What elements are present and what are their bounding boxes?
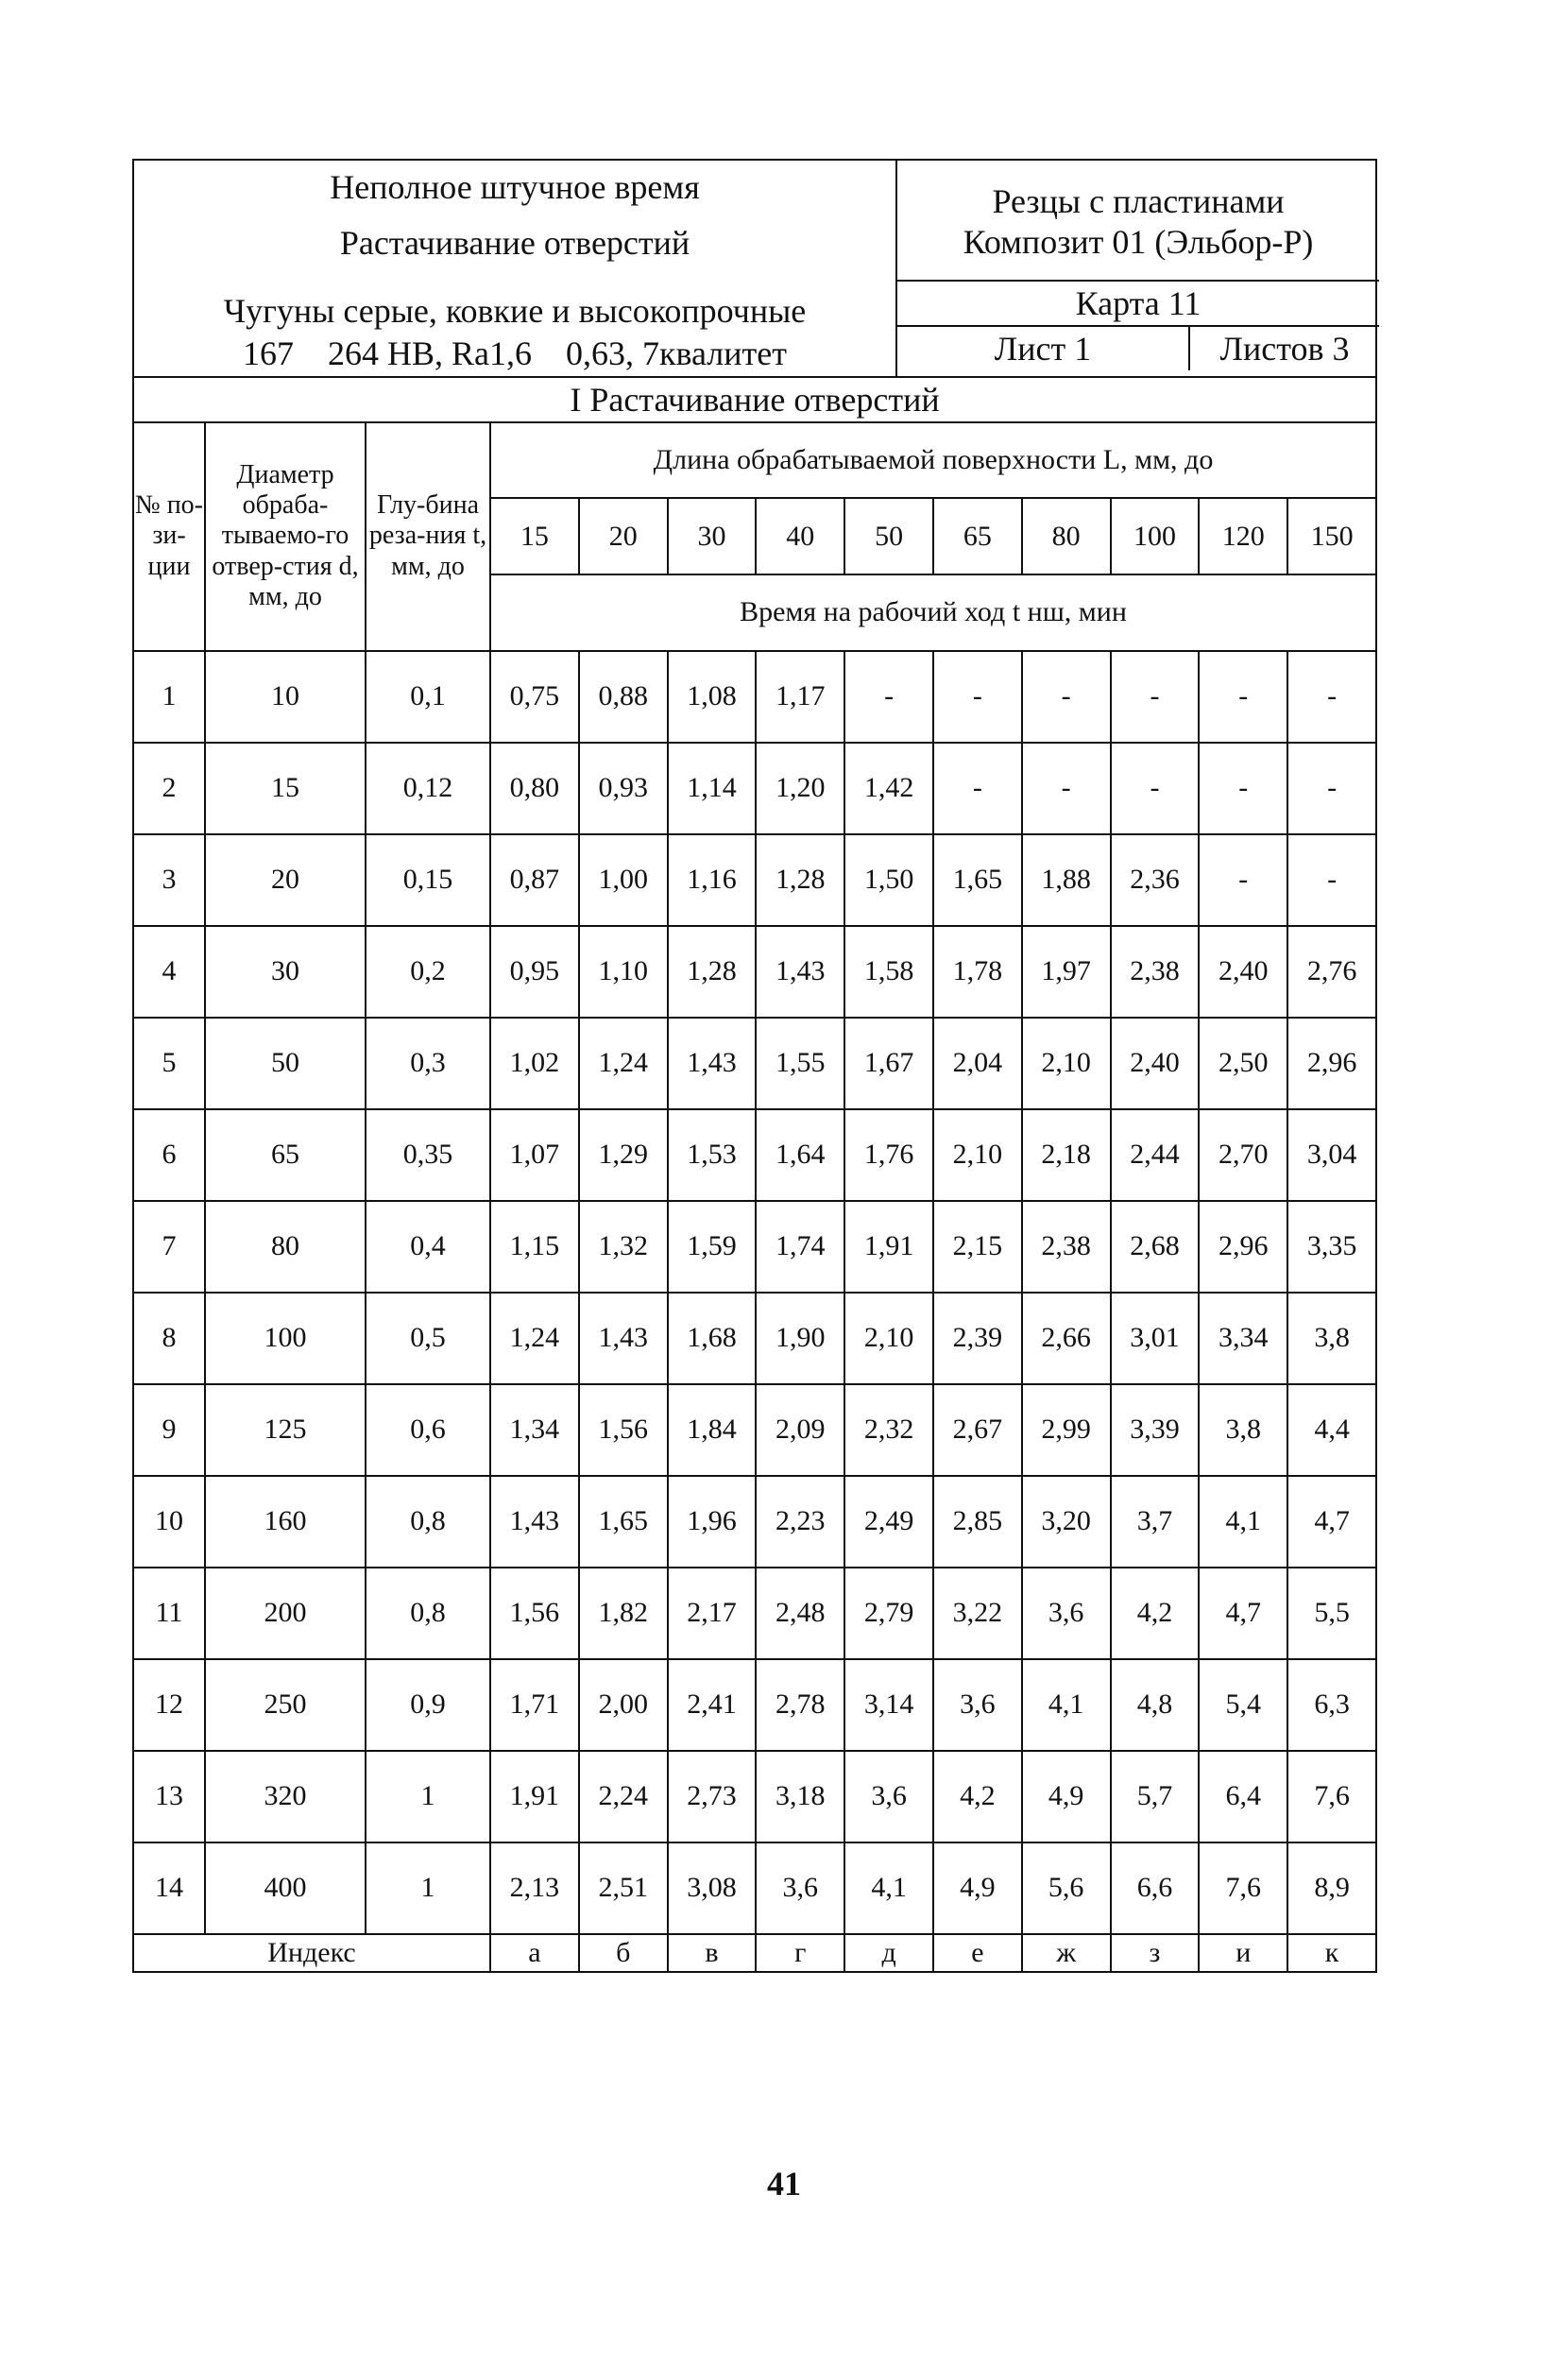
time-cell: 2,68	[1111, 1201, 1200, 1293]
time-cell: 1,65	[933, 834, 1022, 926]
title-block	[132, 159, 1377, 376]
diameter-cell: 15	[205, 743, 366, 834]
title-right	[897, 161, 1379, 376]
time-header: Время на рабочий ход t нш, мин	[490, 574, 1376, 651]
time-cell: 2,13	[490, 1842, 579, 1934]
diameter-cell: 50	[205, 1018, 366, 1109]
time-cell: 1,55	[756, 1018, 844, 1109]
time-cell: 2,96	[1287, 1018, 1376, 1109]
position-cell: 2	[133, 743, 205, 834]
time-cell: 0,95	[490, 926, 579, 1018]
index-letter: ж	[1022, 1934, 1111, 1972]
title-left	[134, 161, 897, 376]
time-cell: -	[1022, 743, 1111, 834]
time-cell: 1,42	[844, 743, 933, 834]
time-cell: 2,99	[1022, 1384, 1111, 1476]
index-letter: в	[668, 1934, 757, 1972]
position-cell: 4	[133, 926, 205, 1018]
time-cell: 1,64	[756, 1109, 844, 1201]
time-cell: -	[1199, 743, 1287, 834]
depth-cell: 0,3	[366, 1018, 490, 1109]
hardness-line: 167 264 HB, Ra1,6 0,63, 7квалитет	[243, 334, 787, 373]
time-cell: 2,00	[579, 1659, 668, 1751]
tool-line-1: Резцы с пластинами	[992, 182, 1285, 220]
time-cell: 1,28	[756, 834, 844, 926]
diameter-cell: 200	[205, 1568, 366, 1659]
time-cell: -	[933, 743, 1022, 834]
index-letter: з	[1111, 1934, 1200, 1972]
table-row	[133, 926, 1376, 1018]
time-cell: 2,15	[933, 1201, 1022, 1293]
length-cell: 15	[490, 498, 579, 574]
time-cell: 2,51	[579, 1842, 668, 1934]
position-cell: 14	[133, 1842, 205, 1934]
time-cell: -	[1287, 651, 1376, 743]
index-letter: е	[933, 1934, 1022, 1972]
time-cell: 0,75	[490, 651, 579, 743]
table-row	[133, 651, 1376, 743]
time-cell: 1,24	[579, 1018, 668, 1109]
depth-cell: 0,5	[366, 1293, 490, 1384]
time-cell: 1,59	[668, 1201, 757, 1293]
time-cell: 3,35	[1287, 1201, 1376, 1293]
time-cell: 0,87	[490, 834, 579, 926]
time-cell: 3,8	[1199, 1384, 1287, 1476]
time-cell: 0,88	[579, 651, 668, 743]
length-cell: 50	[844, 498, 933, 574]
position-cell: 9	[133, 1384, 205, 1476]
length-cell: 120	[1199, 498, 1287, 574]
time-cell: 1,74	[756, 1201, 844, 1293]
time-cell: 2,10	[844, 1293, 933, 1384]
section-title: I Растачивание отверстий	[132, 376, 1377, 421]
time-cell: 2,18	[1022, 1109, 1111, 1201]
time-cell: 3,6	[844, 1751, 933, 1842]
depth-cell: 0,8	[366, 1476, 490, 1568]
time-cell: 1,43	[490, 1476, 579, 1568]
time-cell: 1,43	[756, 926, 844, 1018]
time-cell: 2,10	[933, 1109, 1022, 1201]
time-cell: 4,8	[1111, 1659, 1200, 1751]
diameter-cell: 250	[205, 1659, 366, 1751]
time-cell: 2,39	[933, 1293, 1022, 1384]
time-cell: 1,91	[844, 1201, 933, 1293]
index-letter: б	[579, 1934, 668, 1972]
tool-description	[897, 161, 1379, 282]
time-cell: 3,20	[1022, 1476, 1111, 1568]
time-cell: 5,6	[1022, 1842, 1111, 1934]
position-cell: 13	[133, 1751, 205, 1842]
table-body	[133, 651, 1376, 1972]
time-cell: 2,10	[1022, 1018, 1111, 1109]
length-cell: 20	[579, 498, 668, 574]
time-cell: 4,2	[933, 1751, 1022, 1842]
time-cell: 3,34	[1199, 1293, 1287, 1384]
index-letter: г	[756, 1934, 844, 1972]
time-cell: 2,09	[756, 1384, 844, 1476]
time-cell: -	[1199, 651, 1287, 743]
time-cell: 3,14	[844, 1659, 933, 1751]
time-cell: 2,17	[668, 1568, 757, 1659]
time-cell: 1,56	[579, 1384, 668, 1476]
col-depth-header: Глу-бина реза-ния t, мм, до	[366, 422, 490, 651]
time-cell: 7,6	[1199, 1842, 1287, 1934]
time-cell: 1,91	[490, 1751, 579, 1842]
time-cell: -	[1111, 651, 1200, 743]
table-row	[133, 834, 1376, 926]
diameter-cell: 10	[205, 651, 366, 743]
time-cell: 1,58	[844, 926, 933, 1018]
title-line-1: Неполное штучное время	[330, 168, 700, 206]
time-cell: 1,15	[490, 1201, 579, 1293]
diameter-cell: 160	[205, 1476, 366, 1568]
norms-table	[132, 421, 1377, 1973]
time-cell: 2,38	[1111, 926, 1200, 1018]
time-cell: 5,4	[1199, 1659, 1287, 1751]
page-number: 41	[767, 2165, 801, 2202]
length-header: Длина обрабатываемой поверхности L, мм, до	[490, 422, 1376, 499]
time-cell: 5,7	[1111, 1751, 1200, 1842]
position-cell: 5	[133, 1018, 205, 1109]
time-cell: 1,32	[579, 1201, 668, 1293]
time-cell: 2,79	[844, 1568, 933, 1659]
depth-cell: 0,35	[366, 1109, 490, 1201]
time-cell: 2,96	[1199, 1201, 1287, 1293]
table-row	[133, 1568, 1376, 1659]
length-cell: 150	[1287, 498, 1376, 574]
time-cell: 1,76	[844, 1109, 933, 1201]
length-cell: 40	[756, 498, 844, 574]
time-cell: 1,28	[668, 926, 757, 1018]
depth-cell: 0,15	[366, 834, 490, 926]
material-line: Чугуны серые, ковкие и высокопрочные	[223, 291, 807, 330]
sheet-row	[897, 327, 1379, 370]
time-cell: 1,96	[668, 1476, 757, 1568]
index-letter: д	[844, 1934, 933, 1972]
diameter-cell: 100	[205, 1293, 366, 1384]
time-cell: 1,34	[490, 1384, 579, 1476]
table-row	[133, 1201, 1376, 1293]
table-row	[133, 1476, 1376, 1568]
time-cell: 1,88	[1022, 834, 1111, 926]
time-cell: 3,08	[668, 1842, 757, 1934]
time-cell: 2,44	[1111, 1109, 1200, 1201]
index-letter: и	[1199, 1934, 1287, 1972]
table-row	[133, 1293, 1376, 1384]
time-cell: 1,10	[579, 926, 668, 1018]
time-cell: 1,20	[756, 743, 844, 834]
position-cell: 12	[133, 1659, 205, 1751]
title-line-2: Растачивание отверстий	[339, 224, 690, 263]
diameter-cell: 30	[205, 926, 366, 1018]
time-cell: 1,97	[1022, 926, 1111, 1018]
time-cell: 1,56	[490, 1568, 579, 1659]
time-cell: 0,80	[490, 743, 579, 834]
time-cell: 1,08	[668, 651, 757, 743]
index-letter: а	[490, 1934, 579, 1972]
length-cell: 100	[1111, 498, 1200, 574]
time-cell: 2,32	[844, 1384, 933, 1476]
time-cell: 2,49	[844, 1476, 933, 1568]
position-cell: 3	[133, 834, 205, 926]
diameter-cell: 80	[205, 1201, 366, 1293]
time-cell: -	[1022, 651, 1111, 743]
length-cell: 30	[668, 498, 757, 574]
time-cell: 3,8	[1287, 1293, 1376, 1384]
time-cell: -	[933, 651, 1022, 743]
time-cell: 5,5	[1287, 1568, 1376, 1659]
time-cell: 1,78	[933, 926, 1022, 1018]
time-cell: 4,9	[1022, 1751, 1111, 1842]
time-cell: 2,23	[756, 1476, 844, 1568]
time-cell: 1,67	[844, 1018, 933, 1109]
time-cell: 4,7	[1287, 1476, 1376, 1568]
time-cell: -	[1199, 834, 1287, 926]
col-diameter-header: Диаметр обраба-тываемо-го отвер-стия d, мм, до	[205, 422, 366, 651]
depth-cell: 0,12	[366, 743, 490, 834]
col-position-header: № по-зи-ции	[133, 422, 205, 651]
time-cell: 4,2	[1111, 1568, 1200, 1659]
time-cell: 1,00	[579, 834, 668, 926]
position-cell: 11	[133, 1568, 205, 1659]
time-cell: 1,16	[668, 834, 757, 926]
time-cell: 1,02	[490, 1018, 579, 1109]
length-cell: 65	[933, 498, 1022, 574]
time-cell: 3,7	[1111, 1476, 1200, 1568]
depth-cell: 0,6	[366, 1384, 490, 1476]
time-cell: 2,40	[1111, 1018, 1200, 1109]
time-cell: 3,6	[756, 1842, 844, 1934]
position-cell: 8	[133, 1293, 205, 1384]
time-cell: -	[1287, 743, 1376, 834]
time-cell: 2,04	[933, 1018, 1022, 1109]
time-cell: 2,48	[756, 1568, 844, 1659]
time-cell: 4,1	[1199, 1476, 1287, 1568]
table-row	[133, 743, 1376, 834]
time-cell: 2,85	[933, 1476, 1022, 1568]
time-cell: 4,1	[1022, 1659, 1111, 1751]
depth-cell: 0,1	[366, 651, 490, 743]
time-cell: 2,66	[1022, 1293, 1111, 1384]
tool-line-2: Композит 01 (Эльбор-Р)	[963, 223, 1314, 262]
table-row	[133, 1018, 1376, 1109]
diameter-cell: 125	[205, 1384, 366, 1476]
depth-cell: 0,9	[366, 1659, 490, 1751]
index-letter: к	[1287, 1934, 1376, 1972]
time-cell: 1,24	[490, 1293, 579, 1384]
time-cell: 1,71	[490, 1659, 579, 1751]
length-cell: 80	[1022, 498, 1111, 574]
table-row	[133, 1384, 1376, 1476]
time-cell: 4,4	[1287, 1384, 1376, 1476]
diameter-cell: 20	[205, 834, 366, 926]
time-cell: 6,3	[1287, 1659, 1376, 1751]
time-cell: 4,7	[1199, 1568, 1287, 1659]
time-cell: 0,93	[579, 743, 668, 834]
time-cell: 1,53	[668, 1109, 757, 1201]
time-cell: 2,70	[1199, 1109, 1287, 1201]
diameter-cell: 320	[205, 1751, 366, 1842]
diameter-cell: 65	[205, 1109, 366, 1201]
index-row	[133, 1934, 1376, 1972]
depth-cell: 1	[366, 1751, 490, 1842]
time-cell: 2,38	[1022, 1201, 1111, 1293]
time-cell: 3,6	[933, 1659, 1022, 1751]
depth-cell: 1	[366, 1842, 490, 1934]
time-cell: 3,18	[756, 1751, 844, 1842]
table-row	[133, 1109, 1376, 1201]
time-cell: 1,65	[579, 1476, 668, 1568]
table-row	[133, 1659, 1376, 1751]
time-cell: 1,43	[579, 1293, 668, 1384]
time-cell: 1,43	[668, 1018, 757, 1109]
time-cell: 6,4	[1199, 1751, 1287, 1842]
depth-cell: 0,2	[366, 926, 490, 1018]
time-cell: 3,04	[1287, 1109, 1376, 1201]
time-cell: 3,22	[933, 1568, 1022, 1659]
time-cell: 7,6	[1287, 1751, 1376, 1842]
time-cell: 2,41	[668, 1659, 757, 1751]
time-cell: 1,90	[756, 1293, 844, 1384]
sheet-number: Лист 1	[897, 327, 1190, 370]
time-cell: 6,6	[1111, 1842, 1200, 1934]
time-cell: -	[1111, 743, 1200, 834]
time-cell: -	[844, 651, 933, 743]
time-cell: -	[1287, 834, 1376, 926]
time-cell: 1,84	[668, 1384, 757, 1476]
time-cell: 3,6	[1022, 1568, 1111, 1659]
time-cell: 8,9	[1287, 1842, 1376, 1934]
time-cell: 3,01	[1111, 1293, 1200, 1384]
time-cell: 2,73	[668, 1751, 757, 1842]
time-cell: 2,24	[579, 1751, 668, 1842]
table-row	[133, 1842, 1376, 1934]
time-cell: 2,78	[756, 1659, 844, 1751]
table-row	[133, 1751, 1376, 1842]
position-cell: 7	[133, 1201, 205, 1293]
time-cell: 4,9	[933, 1842, 1022, 1934]
time-cell: 2,40	[1199, 926, 1287, 1018]
diameter-cell: 400	[205, 1842, 366, 1934]
time-cell: 1,82	[579, 1568, 668, 1659]
depth-cell: 0,8	[366, 1568, 490, 1659]
document-frame	[132, 159, 1377, 1973]
position-cell: 10	[133, 1476, 205, 1568]
time-cell: 1,07	[490, 1109, 579, 1201]
time-cell: 2,76	[1287, 926, 1376, 1018]
time-cell: 1,17	[756, 651, 844, 743]
index-label: Индекс	[133, 1934, 490, 1972]
position-cell: 6	[133, 1109, 205, 1201]
time-cell: 3,39	[1111, 1384, 1200, 1476]
time-cell: 1,68	[668, 1293, 757, 1384]
time-cell: 2,67	[933, 1384, 1022, 1476]
time-cell: 4,1	[844, 1842, 933, 1934]
time-cell: 1,29	[579, 1109, 668, 1201]
sheet-count: Листов 3	[1219, 330, 1350, 368]
depth-cell: 0,4	[366, 1201, 490, 1293]
card-number: Карта 11	[897, 282, 1379, 327]
time-cell: 2,36	[1111, 834, 1200, 926]
time-cell: 1,14	[668, 743, 757, 834]
position-cell: 1	[133, 651, 205, 743]
time-cell: 2,50	[1199, 1018, 1287, 1109]
time-cell: 1,50	[844, 834, 933, 926]
